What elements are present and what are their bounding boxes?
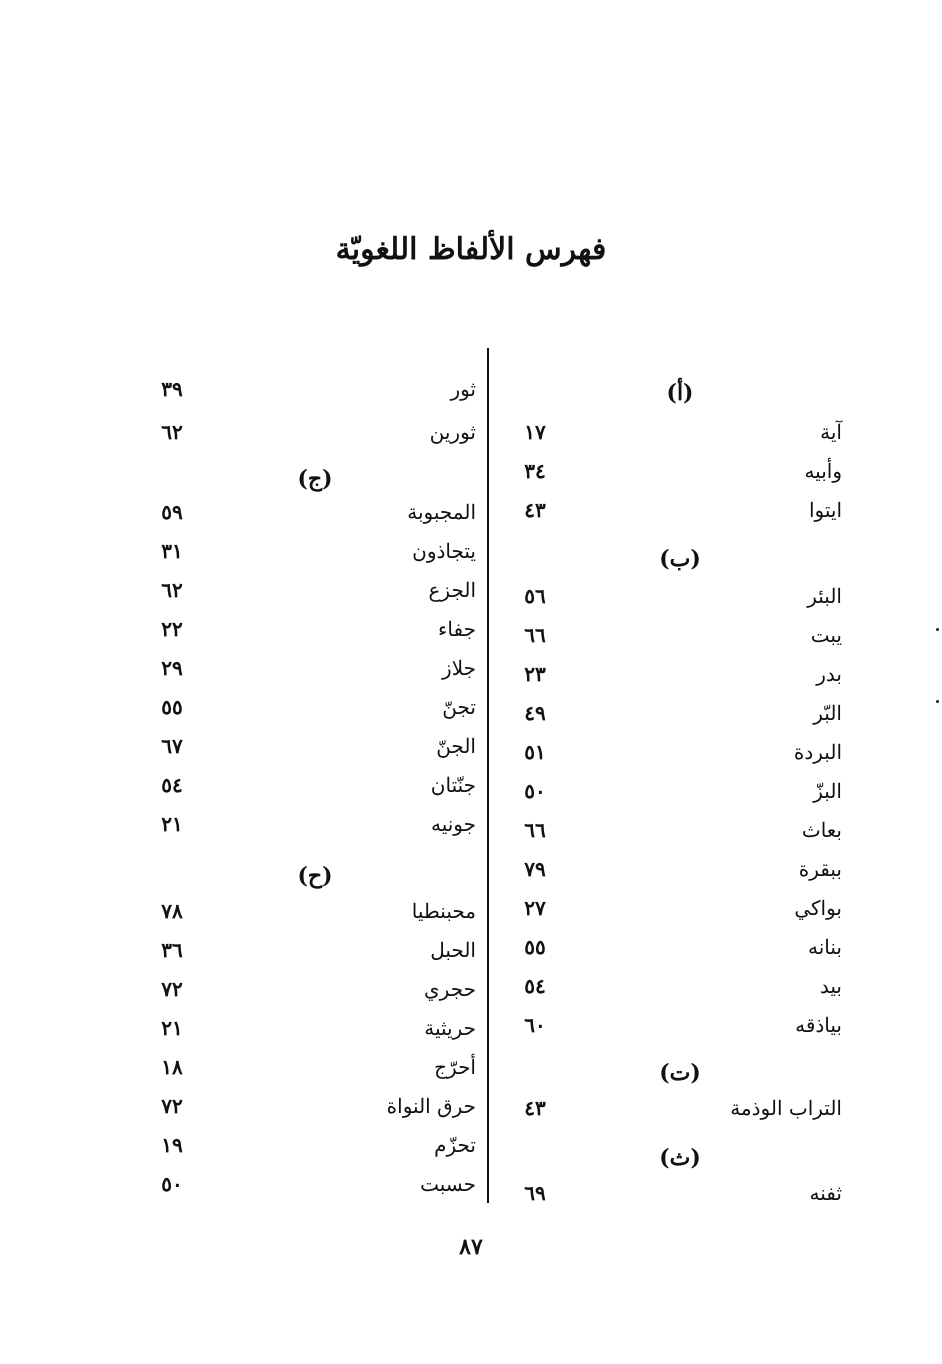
index-page-ref: ٧٨: [161, 899, 183, 923]
index-page-ref: ٣٦: [161, 938, 183, 962]
index-word: تجنّ: [442, 695, 476, 719]
index-page-ref: ٦٠: [524, 1013, 546, 1037]
index-word: بيد: [819, 974, 842, 998]
index-word: ثور: [450, 377, 476, 401]
margin-speck: [936, 700, 939, 703]
index-page-ref: ٥٥: [524, 935, 546, 959]
index-page-ref: ٧٢: [161, 977, 183, 1001]
index-word: حسبت: [420, 1172, 476, 1196]
index-word: التراب الوذمة: [730, 1096, 842, 1120]
index-page-ref: ١٨: [161, 1055, 183, 1079]
index-word: وأبيه: [804, 459, 842, 483]
page-title: فهرس الألفاظ اللغويّة: [335, 232, 607, 267]
index-page-ref: ٥٤: [161, 773, 183, 797]
index-page-ref: ٦٢: [161, 420, 183, 444]
index-page-ref: ٦٧: [161, 734, 183, 758]
section-letter-heading: (ث): [659, 1145, 701, 1171]
index-word: جنّتان: [430, 773, 476, 797]
index-page-ref: ٣٩: [161, 377, 183, 401]
section-letter-heading: (أ): [666, 380, 694, 406]
section-letter-heading: (ح): [297, 863, 333, 889]
index-word: حجري: [424, 977, 476, 1001]
index-word: جونيه: [430, 812, 476, 836]
index-page-ref: ٤٩: [524, 701, 546, 725]
index-word: البردة: [793, 740, 842, 764]
index-page-ref: ٦٢: [161, 578, 183, 602]
index-page-ref: ٤٣: [524, 498, 546, 522]
index-page-ref: ٧٩: [524, 857, 546, 881]
index-word: محبنطيا: [411, 899, 476, 923]
index-page-ref: ٦٦: [524, 818, 546, 842]
index-page-ref: ٥٩: [161, 500, 183, 524]
index-word: المجبوبة: [407, 500, 476, 524]
index-page-ref: ٢١: [161, 1016, 183, 1040]
index-word: بواكي: [794, 896, 842, 920]
index-word: ثفنه: [809, 1181, 842, 1205]
index-word: أحرّج: [434, 1055, 476, 1079]
index-page-ref: ٥٤: [524, 974, 546, 998]
index-page-ref: ٥١: [524, 740, 546, 764]
index-word: البزّ: [813, 779, 842, 803]
index-page-ref: ٥٠: [161, 1172, 183, 1196]
index-page-ref: ٦٦: [524, 623, 546, 647]
index-page-ref: ٢٢: [161, 617, 183, 641]
index-word: بنانه: [808, 935, 842, 959]
index-word: حريثية: [424, 1016, 476, 1040]
index-word: تحزّم: [434, 1133, 476, 1157]
section-letter-heading: (ج): [297, 466, 333, 492]
index-page-ref: ١٩: [161, 1133, 183, 1157]
margin-speck: [936, 628, 939, 631]
index-word: جلاز: [442, 656, 476, 680]
index-word: الحبل: [430, 938, 476, 962]
index-page-ref: ١٧: [524, 420, 546, 444]
section-letter-heading: (ت): [659, 1060, 701, 1086]
index-page-ref: ٤٣: [524, 1096, 546, 1120]
index-page-ref: ٢١: [161, 812, 183, 836]
index-word: جفاء: [438, 617, 476, 641]
index-word: البّر: [813, 701, 842, 725]
page-number: ٨٧: [459, 1234, 483, 1260]
index-page-ref: ٥٦: [524, 584, 546, 608]
index-word: ثورين: [429, 420, 476, 444]
section-letter-heading: (ب): [659, 546, 701, 572]
index-page-ref: ٢٩: [161, 656, 183, 680]
index-page-ref: ٥٠: [524, 779, 546, 803]
index-word: الجزع: [428, 578, 476, 602]
index-word: بدر: [816, 662, 842, 686]
index-page-ref: ٢٣: [524, 662, 546, 686]
index-word: بياذقه: [795, 1013, 842, 1037]
column-divider: [487, 348, 489, 1203]
index-word: ايتوا: [808, 498, 842, 522]
index-page-ref: ٢٧: [524, 896, 546, 920]
index-word: يتجاذون: [412, 539, 476, 563]
index-word: بعاث: [801, 818, 842, 842]
index-word: حرق النواة: [386, 1094, 476, 1118]
index-word: ببقرة: [798, 857, 842, 881]
index-page-ref: ٣٤: [524, 459, 546, 483]
index-page-ref: ٥٥: [161, 695, 183, 719]
index-word: يبت: [810, 623, 842, 647]
index-word: الجنّ: [436, 734, 476, 758]
index-word: آية: [820, 420, 842, 444]
index-page-ref: ٣١: [161, 539, 183, 563]
index-word: البئر: [807, 584, 842, 608]
index-page-ref: ٧٢: [161, 1094, 183, 1118]
index-page-ref: ٦٩: [524, 1181, 546, 1205]
